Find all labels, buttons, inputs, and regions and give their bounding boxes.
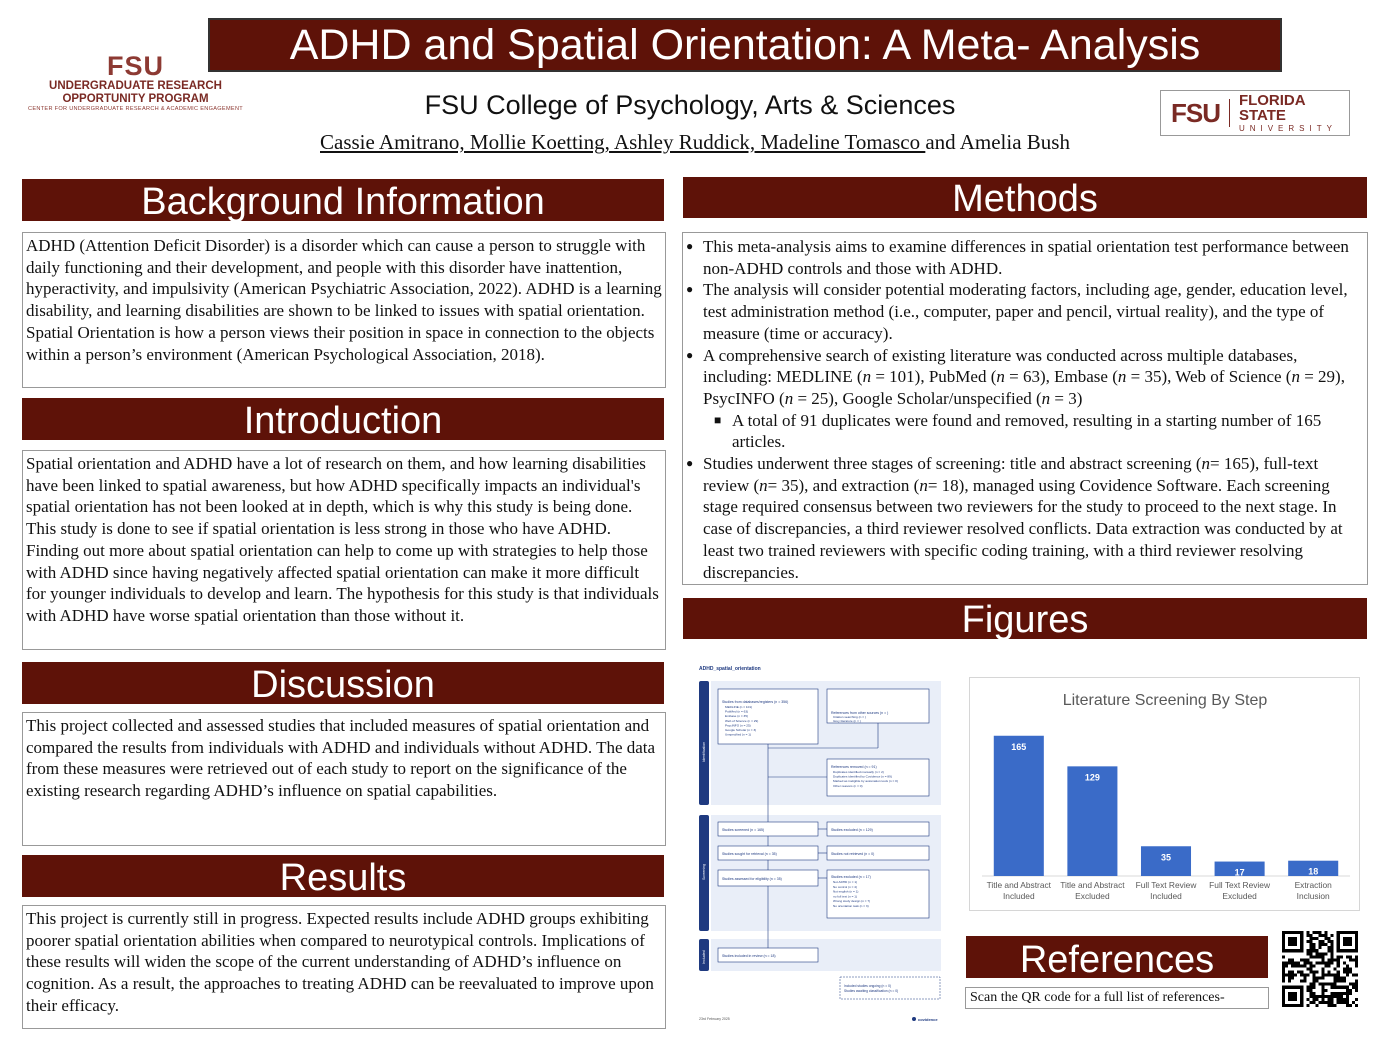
chart-category-label: Included xyxy=(1150,891,1182,901)
references-heading: References xyxy=(966,936,1268,978)
discussion-heading: Discussion xyxy=(22,662,664,704)
authors-underlined: Cassie Amitrano, Mollie Koetting, Ashley Ruddick, Madeline Tomasco xyxy=(320,130,926,154)
flow-excl-line: Wrong study design (n = 7) xyxy=(833,899,871,904)
flow-db-line: Web of Science (n = 29) xyxy=(725,718,759,723)
chart-category-label: Extraction xyxy=(1294,880,1332,890)
poster-title: ADHD and Spatial Orientation: A Meta- Analysis xyxy=(208,18,1282,72)
flow-db-line: PsycINFO (n = 25) xyxy=(725,723,751,728)
methods-bullet-2: ● The analysis will consider potential moderating factors, including age, gender, education level, test administration method (i.e., computer, paper and pencil, virtual reality), and the type of measure (time or accuracy). xyxy=(686,279,1364,344)
flow-db-title: Studies from databases/registers (n = 356) xyxy=(722,700,789,704)
flow-brand: covidence xyxy=(918,1017,938,1022)
chart-category-label: Title and Abstract xyxy=(1060,880,1125,890)
references-note: Scan the QR code for a full list of references- xyxy=(965,987,1269,1009)
results-heading: Results xyxy=(22,855,664,897)
flow-stage-identification: Identification xyxy=(702,741,706,762)
flow-sought: Studies sought for retrieval (n = 35) xyxy=(722,852,777,856)
flow-removed-line: Duplicates identified by Covidence (n = 89) xyxy=(833,774,892,779)
discussion-text: This project collected and assessed studies that included measures of spatial orientation and compared the results from individuals with ADHD and individuals without ADHD. The data from these measures were retrieved out of each study to report on the significance of the existing research regarding ADHD’s influence on spatial capabilities. xyxy=(22,712,666,846)
methods-bullet-4: ● Studies underwent three stages of screening: title and abstract screening (n= 165), full-text review (n= 35), and extraction (n= 18), managed using Covidence Software. Each screening stage required consensus between two reviewers for the study to proceed to the next stage. In case of discrepancies, a third reviewer resolved conflicts. Data extraction was conducted by at least two trained reviewers with specific coding training, with a third reviewer resolving discrepancies. xyxy=(686,453,1364,583)
methods-box xyxy=(682,232,1368,585)
flow-other-line: Grey literature (n = ) xyxy=(833,719,861,724)
chart-bar xyxy=(994,736,1044,876)
flow-other-line: Citation searching (n = ) xyxy=(833,715,866,719)
fsu-logo-divider xyxy=(1229,99,1230,127)
flow-removed-title: References removed (n = 91) xyxy=(831,765,877,769)
flow-ongoing-1: Included studies ongoing (n = 0) xyxy=(844,984,892,988)
chart-data-label: 165 xyxy=(1011,741,1027,752)
chart-data-label: 17 xyxy=(1234,867,1245,878)
flow-ongoing-2: Studies awaiting classification (n = 0) xyxy=(844,989,899,993)
prisma-flow-diagram xyxy=(697,662,949,1026)
flow-not-retrieved: Studies not retrieved (n = 0) xyxy=(831,852,875,856)
fsu-logo-line1: FLORIDA STATE xyxy=(1238,91,1306,124)
urop-logo-line2: OPPORTUNITY PROGRAM xyxy=(62,93,209,105)
flow-excl-line: No control (n = 4) xyxy=(833,884,857,889)
screening-bar-chart xyxy=(969,677,1360,911)
methods-bullet-1: ● This meta-analysis aims to examine differences in spatial orientation test performance between non-ADHD controls and those with ADHD. xyxy=(686,236,1364,279)
urop-logo-mark: FSU xyxy=(107,51,164,81)
flow-db-line: Embase (n = 35) xyxy=(725,714,748,719)
flow-db-line: PubMed (n = 63) xyxy=(725,709,749,714)
urop-logo-line3: CENTER FOR UNDERGRADUATE RESEARCH & ACADEMIC ENGAGEMENT xyxy=(28,106,243,112)
methods-list xyxy=(686,236,1364,583)
flow-excl-line: no full text (n = 1) xyxy=(833,894,857,899)
fsu-logo xyxy=(1160,90,1350,136)
flow-excluded: Studies excluded (n = 129) xyxy=(831,828,873,832)
chart-category-label: Title and Abstract xyxy=(986,880,1052,890)
flow-stage-screening: Screening xyxy=(702,863,706,880)
background-heading: Background Information xyxy=(22,179,664,221)
flow-screened: Studies screened (n = 165) xyxy=(722,828,765,832)
chart-category-label: Excluded xyxy=(1075,891,1110,901)
flow-title: ADHD_spatial_orientation xyxy=(699,666,761,672)
chart-title: Literature Screening By Step xyxy=(1062,692,1268,709)
flow-excl-line: No orientation task (n = 3) xyxy=(833,904,869,908)
results-text: This project is currently still in progress. Expected results include ADHD groups exhibiting poorer spatial orientation abilities when compared to neurotypical controls. Implications of these results will widen the scope of the current understanding of ADHD’s influence on cognition. As a result, the approaches to treating ADHD can be reevaluated to improve upon their efficacy. xyxy=(22,905,666,1029)
poster-subtitle: FSU College of Psychology, Arts & Sciences xyxy=(424,90,956,120)
flow-db-line: Unspecified (n = 1) xyxy=(725,732,752,737)
flow-assessed: Studies assessed for eligibility (n = 35) xyxy=(722,877,782,881)
figures-heading: Figures xyxy=(683,598,1367,639)
methods-sub-bullet: ■ A total of 91 duplicates were found and removed, resulting in a starting number of 165 articles. xyxy=(686,410,1364,453)
flow-other-title: References from other sources (n = ) xyxy=(831,711,889,715)
poster-authors xyxy=(240,130,1150,155)
chart-data-label: 35 xyxy=(1160,852,1172,863)
methods-bullet-3: ● A comprehensive search of existing literature was conducted across multiple databases, including: MEDLINE (n = 101), PubMed (n = 63), Embase (n = 35), Web of Science (n = 29), PsycINFO (n = 25), Google Scholar/unspecified (n = 3) xyxy=(686,345,1364,410)
chart-data-label: 129 xyxy=(1084,772,1100,783)
fsu-logo-mark: FSU xyxy=(1171,97,1220,128)
methods-heading: Methods xyxy=(683,177,1367,218)
chart-category-label: Included xyxy=(1002,891,1035,901)
introduction-text: Spatial orientation and ADHD have a lot of research on them, and how learning disabilities have been linked to spatial awareness, but how ADHD specifically impacts an individual's spatial orientation has not been looked at in depth, which is why this study is being done. This study is done to see if spatial orientation is less strong in those who have ADHD. Finding out more about spatial orientation can help to come up with strategies to help those with ADHD since having negatively affected spatial orientation can make it more difficult for younger individuals to develop and learn. The hypothesis for this study is that individuals with ADHD have worse spatial orientation than those without it. xyxy=(22,450,666,650)
chart-bar xyxy=(1067,766,1117,876)
fsu-logo-line2: UNIVERSITY xyxy=(1238,123,1337,133)
chart-data-label: 18 xyxy=(1308,866,1319,877)
chart-category-label: Excluded xyxy=(1222,891,1257,901)
chart-category-label: Full Text Review xyxy=(1209,880,1271,890)
introduction-heading: Introduction xyxy=(22,398,664,440)
flow-date: 23rd February 2025 xyxy=(699,1017,730,1021)
flow-box-ongoing xyxy=(840,977,940,999)
covidence-logo-icon xyxy=(912,1017,916,1021)
flow-included: Studies included in review (n = 18) xyxy=(722,954,776,958)
flow-db-line: Google Scholar (n = 3) xyxy=(725,728,757,732)
flow-removed-line: Other reasons (n = 0) xyxy=(833,783,863,788)
flow-db-line: MEDLINE (n = 101) xyxy=(725,705,753,709)
flow-removed-line: Duplicates identified manually (n = 2) xyxy=(833,770,884,774)
authors-rest: and Amelia Bush xyxy=(925,130,1070,154)
chart-category-label: Inclusion xyxy=(1296,891,1330,901)
references-qr-code[interactable] xyxy=(1282,931,1358,1007)
urop-logo-line1: UNDERGRADUATE RESEARCH xyxy=(49,80,222,92)
flow-stage-included: Included xyxy=(702,950,706,964)
flow-excl-line: Not ADHD (n = 1) xyxy=(833,880,858,884)
flow-excl-line: Not english (n = 1) xyxy=(833,889,859,894)
background-text: ADHD (Attention Deficit Disorder) is a disorder which can cause a person to struggle with daily functioning and their development, and people with this disorder have inattention, hyperactivity, and impulsivity (American Psychiatric Association, 2022). ADHD is a learning disability, and learning disabilities are shown to be linked to issues with spatial orientation. Spatial Orientation is how a person views their position in space in connection to the objects within a person’s environment (American Psychological Association, 2018). xyxy=(22,232,666,388)
chart-category-label: Full Text Review xyxy=(1135,880,1197,890)
flow-removed-line: Marked as ineligible by automation tools (n = 0) xyxy=(833,779,898,784)
flow-excl-title: Studies excluded (n = 17) xyxy=(831,875,871,879)
